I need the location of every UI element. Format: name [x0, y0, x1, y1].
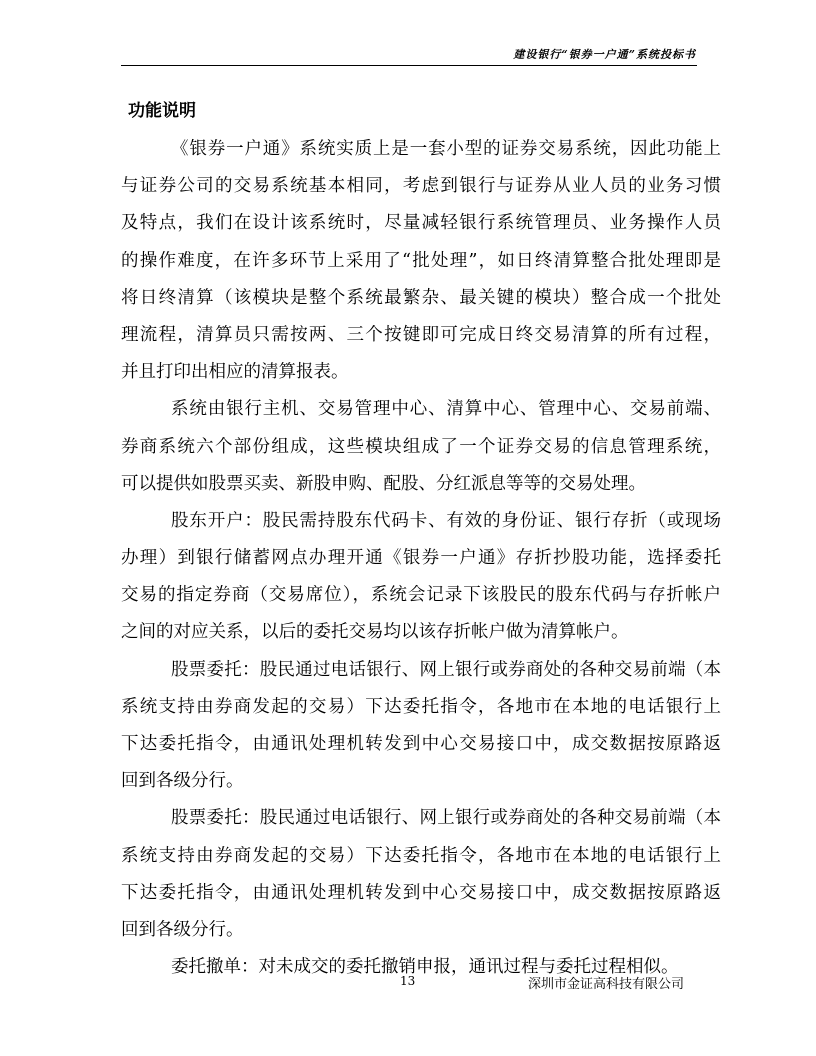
text-line: 理流程，清算员只需按两、三个按键即可完成日终交易清算的所有过程，: [121, 324, 721, 345]
text-line: 之间的对应关系，以后的委托交易均以该存折帐户做为清算帐户。: [121, 622, 629, 643]
text-line: 并且打印出相应的清算报表。: [121, 362, 349, 383]
text-line: 与证券公司的交易系统基本相同，考虑到银行与证券从业人员的业务习惯: [121, 176, 721, 197]
text-line: 券商系统六个部份组成，这些模块组成了一个证券交易的信息管理系统，: [121, 436, 721, 457]
text-line: 股东开户：股民需持股东代码卡、有效的身份证、银行存折（或现场: [171, 510, 721, 531]
text-line: 交易的指定券商（交易席位），系统会记录下该股民的股东代码与存折帐户: [121, 585, 721, 606]
paragraph: [121, 503, 721, 652]
text-line: 回到各级分行。: [121, 771, 244, 792]
paragraph: [121, 131, 721, 391]
text-line: 股票委托：股民通过电话银行、网上银行或券商处的各种交易前端（本: [171, 808, 721, 829]
body-text: [121, 131, 721, 986]
header-rule: [121, 65, 697, 66]
text-line: 的操作难度，在许多环节上采用了“批处理”，如日终清算整合批处理即是: [121, 250, 721, 271]
text-line: 可以提供如股票买卖、新股申购、配股、分红派息等等的交易处理。: [121, 473, 646, 494]
footer-company: 深圳市金证高科技有限公司: [528, 977, 685, 992]
text-line: 《银券一户通》系统实质上是一套小型的证券交易系统，因此功能上: [171, 139, 721, 159]
text-line: 系统支持由券商发起的交易）下达委托指令，各地市在本地的电话银行上: [121, 845, 721, 866]
text-line: 股票委托：股民通过电话银行、网上银行或券商处的各种交易前端（本: [171, 659, 721, 680]
text-line: 将日终清算（该模块是整个系统最繁杂、最关键的模块）整合成一个批处: [121, 287, 721, 308]
page-number: 13: [400, 974, 416, 988]
text-line: 办理）到银行储蓄网点办理开通《银券一户通》存折抄股功能，选择委托: [121, 548, 721, 569]
text-line: 下达委托指令，由通讯处理机转发到中心交易接口中，成交数据按原路返: [121, 734, 721, 754]
text-line: 系统支持由券商发起的交易）下达委托指令，各地市在本地的电话银行上: [121, 696, 721, 717]
text-line: 系统由银行主机、交易管理中心、清算中心、管理中心、交易前端、: [171, 399, 721, 420]
paragraph: [121, 652, 721, 801]
text-line: 及特点，我们在设计该系统时，尽量减轻银行系统管理员、业务操作人员: [121, 213, 721, 234]
text-line: 回到各级分行。: [121, 919, 244, 940]
text-line: 委托撤单：对未成交的委托撤销申报，通讯过程与委托过程相似。: [171, 957, 679, 978]
paragraph: [121, 391, 721, 503]
section-title: 功能说明: [128, 101, 196, 121]
text-line: 下达委托指令，由通讯处理机转发到中心交易接口中，成交数据按原路返: [121, 882, 721, 903]
paragraph: [121, 800, 721, 949]
running-header: 建设银行“银券一户通”系统投标书: [513, 48, 696, 61]
